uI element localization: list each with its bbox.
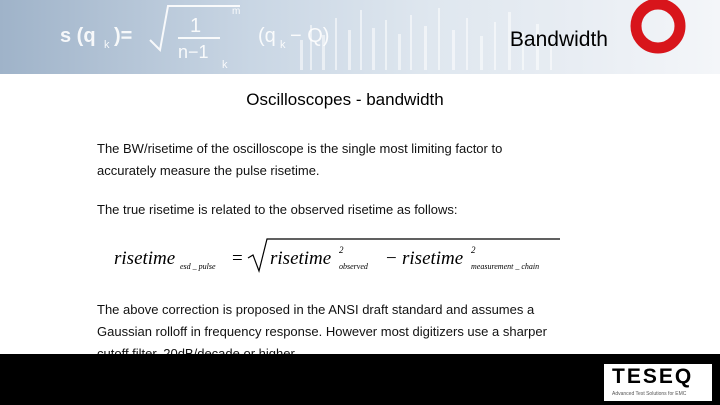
- formula-term2-sub: measurement _ chain: [471, 262, 540, 271]
- formula-term1-sup: 2: [339, 245, 344, 255]
- slide-title: Oscilloscopes - bandwidth: [246, 90, 444, 109]
- header-banner: [0, 0, 720, 74]
- formula-term2: risetime: [402, 248, 464, 269]
- svg-text:(q: (q: [258, 25, 276, 47]
- formula-term1-sub: observed: [339, 262, 368, 271]
- header-title: Bandwidth: [509, 28, 608, 51]
- teseq-logo: [604, 364, 712, 401]
- svg-text:k: k: [104, 39, 110, 51]
- formula-term1: risetime: [270, 248, 332, 269]
- svg-text:s (q: s (q: [60, 25, 96, 47]
- formula-term2-sup: 2: [471, 245, 476, 255]
- svg-text:1: 1: [190, 15, 202, 37]
- formula-minus: −: [386, 248, 397, 269]
- svg-text:n−1: n−1: [178, 42, 209, 62]
- paragraph-risetime-limit: The BW/risetime of the oscilloscope is the single most limiting factor to accurately measure the pulse risetime.: [97, 141, 503, 178]
- formula-lhs-sub: esd _ pulse: [180, 262, 216, 271]
- svg-text:k: k: [222, 59, 228, 71]
- teseq-tagline: Advanced Test Solutions for EMC: [612, 391, 687, 397]
- svg-text:)=: )=: [114, 25, 133, 47]
- svg-text:m: m: [232, 6, 241, 17]
- risetime-formula: [112, 236, 562, 276]
- formula-equals: =: [232, 248, 243, 269]
- teseq-brand-name: TESEQ: [612, 365, 694, 388]
- svg-text:k: k: [280, 39, 286, 51]
- paragraph-true-risetime: The true risetime is related to the observed risetime as follows:: [97, 202, 458, 217]
- formula-lhs: risetime: [114, 248, 176, 269]
- paragraph-ansi-correction: The above correction is proposed in the ANSI draft standard and assumes a Gaussian rolloff in frequency response. However most digitizers use a sharper: [97, 302, 547, 339]
- svg-text:− Q): − Q): [290, 25, 330, 47]
- brand-ring-logo: [629, 0, 687, 58]
